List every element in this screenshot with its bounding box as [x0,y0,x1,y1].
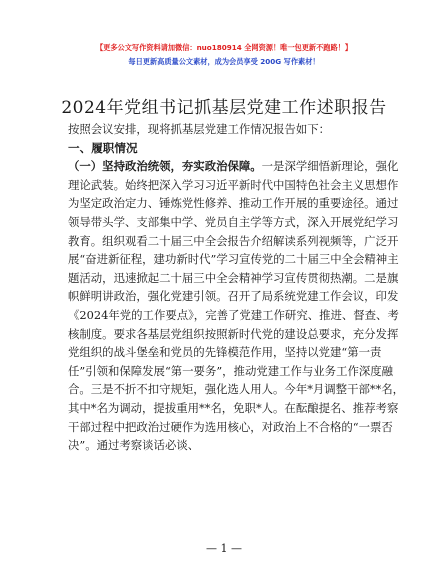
intro-paragraph: 按照会议安排，现将抓基层党建工作情况报告如下： [68,122,330,136]
body-paragraph [44,157,406,455]
section-heading: 一、履职情况 [68,140,138,155]
document-title: 2024年党组书记抓基层党建工作述职报告 [61,98,387,118]
promo-banner-line2: 每日更新高质量公文素材，成为会员享受 200G 写作素材！ [128,57,320,66]
paragraph-text: 一是深学细悟新理论，强化理论武装。始终把深入学习习近平新时代中国特色社会主义思想作为坚定政治定力、锤炼党性修养、推动工作开展的重要途径。通过领导带头学、支部集中学、党员自主学等方式，深入开展党纪学习教育。组织观看二十届三中全会报告介绍解读系列视频等，广泛开展“奋进新征程，建功新时代”学习宣传党的二十届三中全会精神主题活动，迅速掀起二十届三中全会精神学习宣传贯彻热潮。二是旗帜鲜明讲政治，强化党建引领。召开了局系统党建工作会议，印发《2024年党的工作要点》，完善了党建工作研究、推进、督查、考核制度。要求各基层党组织按照新时代党的建设总要求，充分发挥党组织的战斗堡垒和党员的先锋模范作用，坚持以党建“第一责任”引领和保障发展“第一要务”，推动党建工作与业务工作深度融合。三是不折不扣守规矩，强化选人用人。今年*月调整干部**名，其中*名为调动，提拔重用**名，免职*人。在酝酿提名、推荐考察干部过程中把政治过硬作为选用核心，对政治上不合格的“一票否决”。通过考察谈话必谈、 [68,159,405,453]
page-number: — 1 — [206,542,242,555]
document-body [44,120,406,455]
promo-banner-line1: 【更多公文写作资料请加微信：nuo180914 全网资源！唯一包更新不跑路！】 [95,43,353,52]
paragraph-lead: （一）坚持政治统领，夯实政治保障。 [68,159,262,174]
